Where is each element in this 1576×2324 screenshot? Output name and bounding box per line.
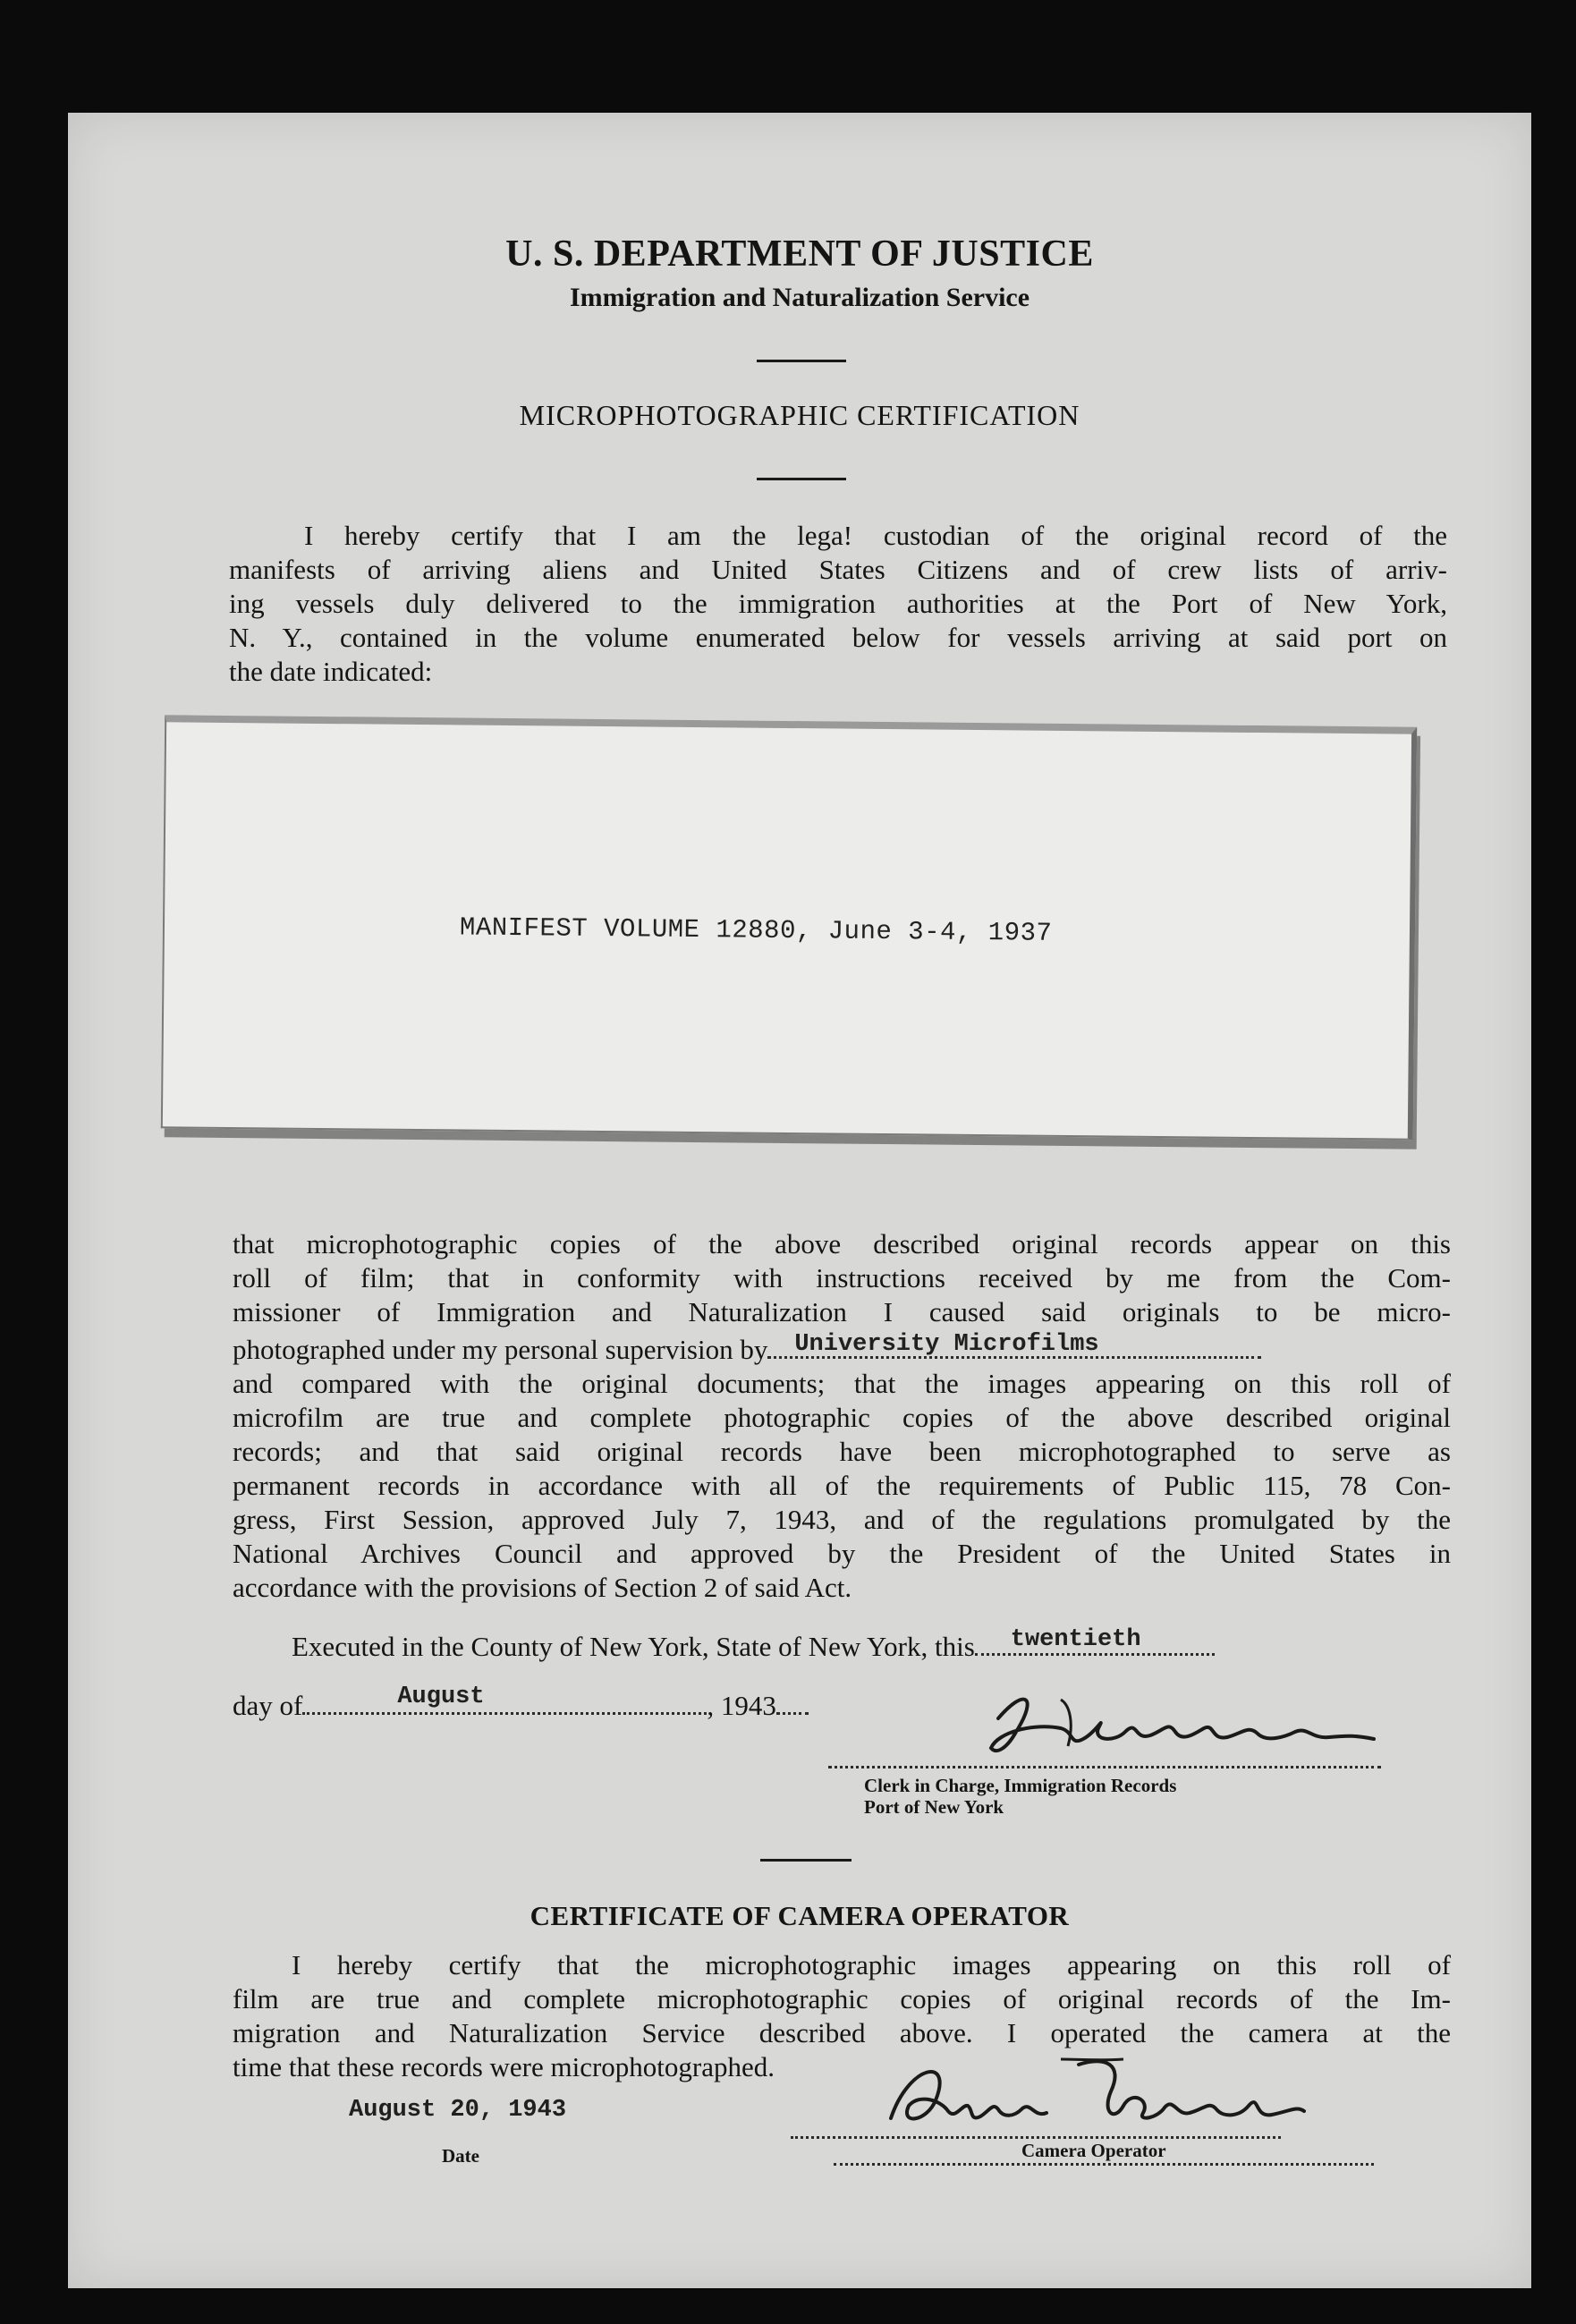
manifest-insert-slip (161, 715, 1417, 1140)
certificate-page (68, 113, 1531, 2288)
service-subheading: Immigration and Naturalization Service (569, 283, 1030, 312)
body-line: and compared with the original documents; that the images appearing on this roll of (233, 1368, 1451, 1399)
title-divider (757, 478, 846, 480)
intro-line: the date indicated: (229, 656, 433, 687)
camera-line: film are true and complete microphotographic copies of original records of the Im- (233, 1983, 1451, 2014)
header-divider (757, 360, 846, 362)
camera-operator-signature (855, 2047, 1428, 2145)
camera-section-title: CERTIFICATE OF CAMERA OPERATOR (530, 1900, 1070, 1931)
intro-line: I hereby certify that I am the lega! custodian of the original record of the (304, 520, 1447, 551)
day-value: twentieth (1010, 1626, 1141, 1653)
supervisor-fill-line (767, 1331, 1261, 1359)
body-line: permanent records in accordance with all of the requirements of Public 115, 78 Con- (233, 1470, 1451, 1501)
intro-paragraph (229, 519, 1447, 689)
certification-title: MICROPHOTOGRAPHIC CERTIFICATION (519, 399, 1080, 431)
intro-line: ing vessels duly delivered to the immigration authorities at the Port of New York, (229, 588, 1447, 619)
body-line: records; and that said original records have been microphotographed to serve as (233, 1436, 1451, 1467)
executed-prefix: Executed in the County of New York, State of New York, this (292, 1631, 975, 1662)
body-line: microfilm are true and complete photographic copies of the above described original (233, 1402, 1451, 1433)
camera-line: I hereby certify that the microphotographic images appearing on this roll of (292, 1949, 1451, 1980)
clerk-title-line1: Clerk in Charge, Immigration Records (864, 1775, 1177, 1796)
body-paragraph (233, 1227, 1451, 1605)
date-label: Date (442, 2145, 479, 2167)
camera-line: migration and Naturalization Service described above. I operated the camera at the (233, 2017, 1451, 2048)
supervisor-name: University Microfilms (794, 1331, 1099, 1358)
body-line: National Archives Council and approved by the President of the United States in (233, 1538, 1451, 1569)
year-prefix: , 194 (707, 1690, 763, 1721)
body-line: that microphotographic copies of the above described original records appear on this (233, 1228, 1451, 1260)
camera-section-divider (760, 1859, 852, 1862)
year-fill-line (776, 1694, 809, 1715)
department-heading: U. S. DEPARTMENT OF JUSTICE (505, 233, 1094, 275)
month-fill-line (302, 1684, 707, 1715)
day-fill-line (975, 1626, 1215, 1656)
supervision-prefix: photographed under my personal supervision by (233, 1334, 768, 1365)
intro-line: manifests of arriving aliens and United States Citizens and of crew lists of arriv- (229, 554, 1447, 585)
clerk-title-line2: Port of New York (864, 1796, 1004, 1818)
operator-label: Camera Operator (1021, 2140, 1166, 2161)
supervision-line (233, 1333, 1451, 1367)
month-value: August (397, 1684, 485, 1710)
camera-line: time that these records were microphotographed. (233, 2051, 775, 2082)
executed-line (292, 1626, 1454, 1664)
body-line: gress, First Session, approved July 7, 1943, and of the regulations promulgated by the (233, 1504, 1451, 1535)
manifest-volume-text: MANIFEST VOLUME 12880, June 3-4, 1937 (459, 912, 1053, 948)
day-of-label: day of (233, 1690, 303, 1721)
intro-line: N. Y., contained in the volume enumerated below for vessels arriving at said port on (229, 622, 1447, 653)
body-line: roll of film; that in conformity with instructions received by me from the Com- (233, 1262, 1451, 1293)
clerk-signature-line (828, 1748, 1381, 1768)
operator-date-value: August 20, 1943 (349, 2097, 567, 2124)
year-digit: 3 (762, 1690, 776, 1721)
body-line: missioner of Immigration and Naturalization I caused said originals to be micro- (233, 1296, 1451, 1327)
body-line: accordance with the provisions of Section 2 of said Act. (233, 1572, 852, 1603)
